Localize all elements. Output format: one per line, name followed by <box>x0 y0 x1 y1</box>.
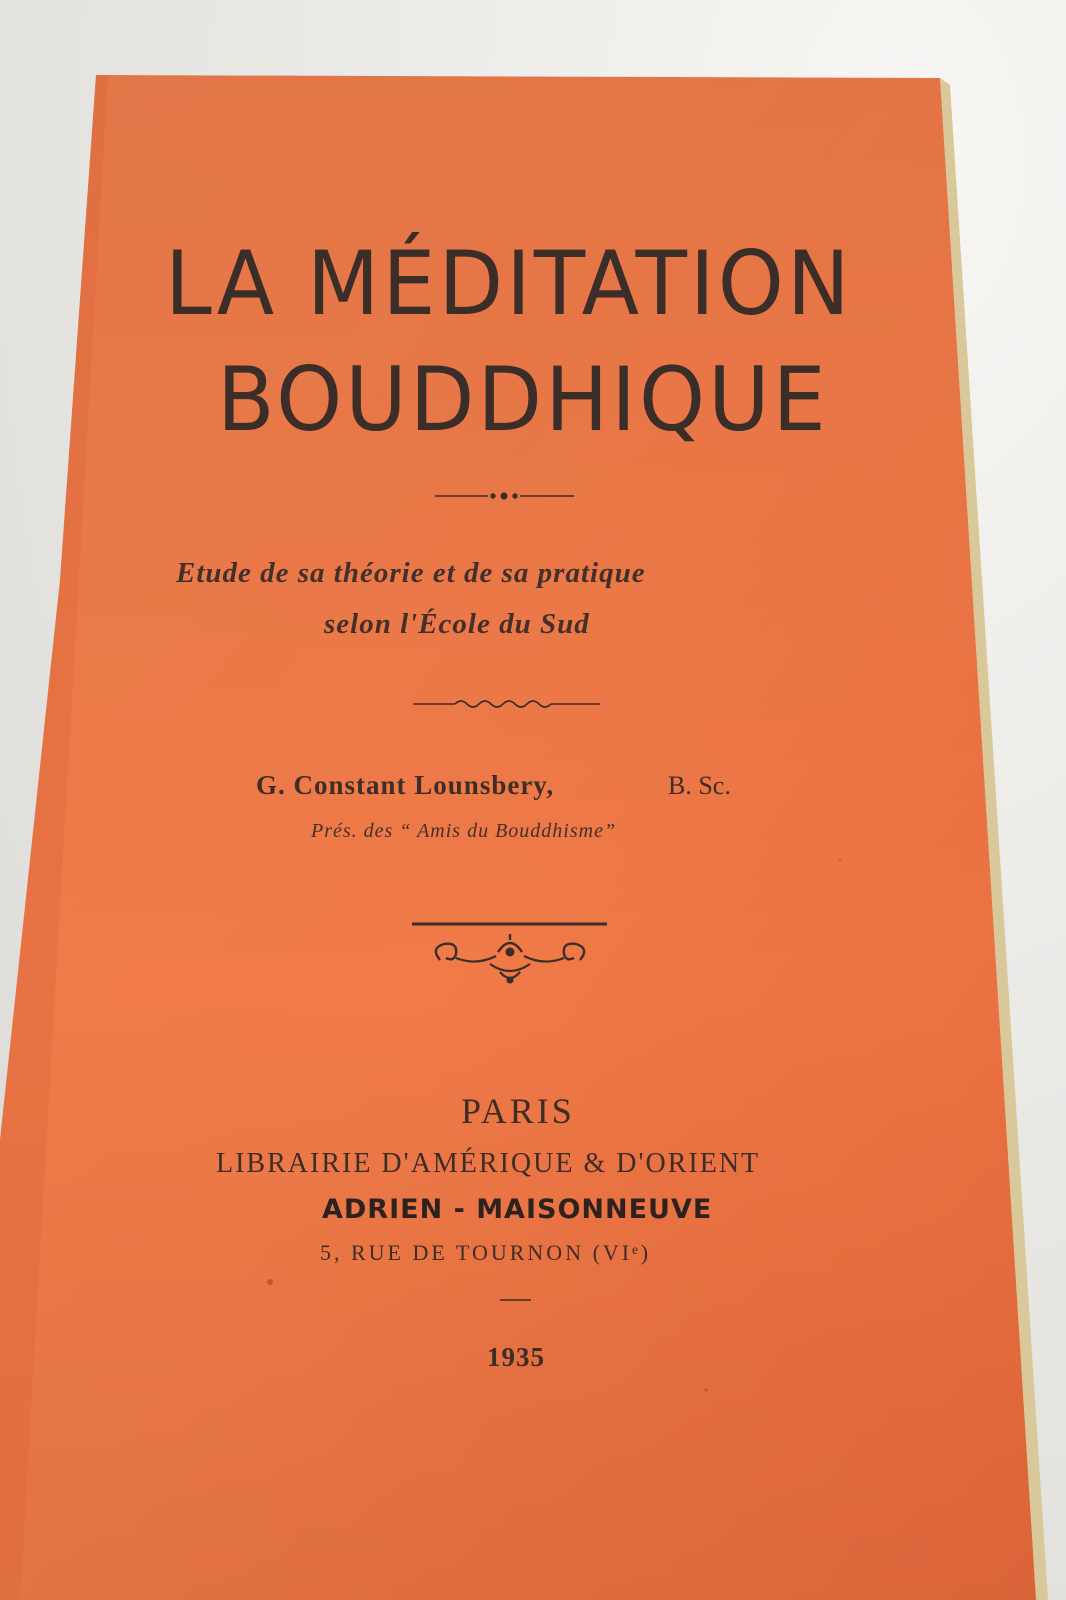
publisher-city: PARIS <box>461 1091 575 1131</box>
publisher-name: LIBRAIRIE D'AMÉRIQUE & D'ORIENT <box>216 1148 761 1179</box>
publisher-imprint: ADRIEN - MAISONNEUVE <box>322 1194 713 1225</box>
title-line-2: BOUDDHIQUE <box>217 348 829 451</box>
subtitle-line-2: selon l'École du Sud <box>324 608 590 640</box>
publication-year: 1935 <box>487 1342 545 1372</box>
publisher-address: 5, RUE DE TOURNON (VIᵉ) <box>320 1240 652 1265</box>
author-name: G. Constant Lounsbery, <box>256 770 555 800</box>
title-line-1: LA MÉDITATION <box>165 232 853 335</box>
subtitle-line-1: Etude de sa théorie et de sa pratique <box>176 557 646 589</box>
author-role: Prés. des “ Amis du Bouddhisme” <box>311 820 617 842</box>
author-degree: B. Sc. <box>668 771 731 800</box>
